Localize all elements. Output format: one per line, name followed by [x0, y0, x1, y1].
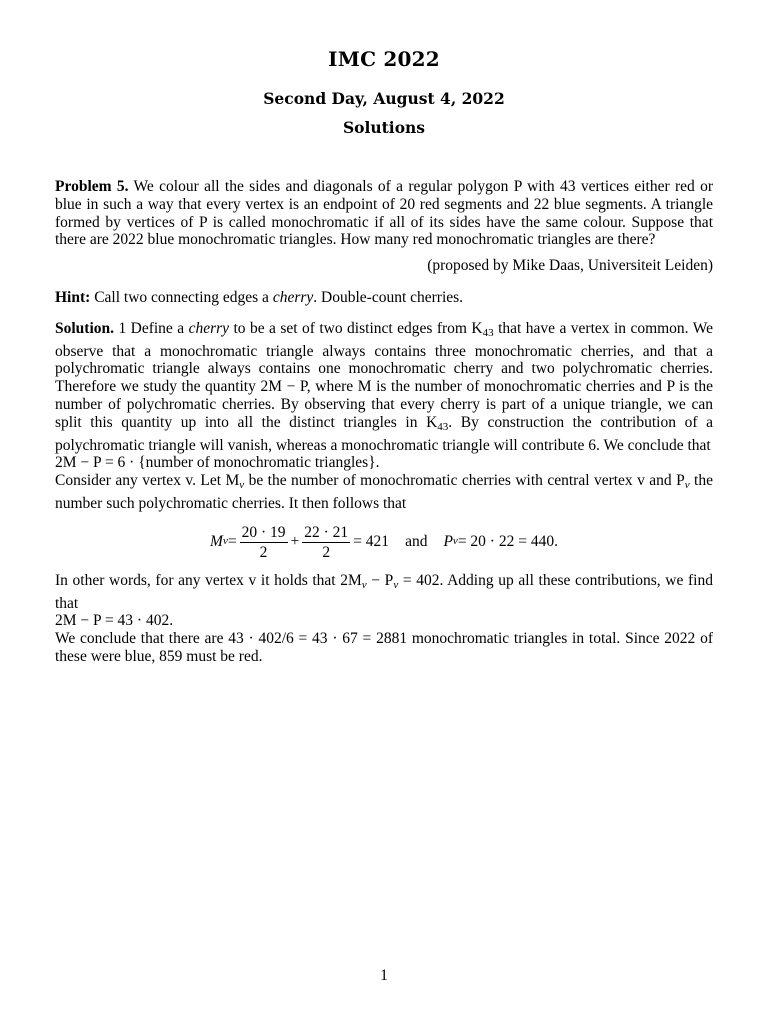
- equation-1: 2M − P = 6 · {number of monochromatic triangles}.: [55, 454, 380, 472]
- p2-text-b: be the number of monochromatic cherries with central vertex v and P: [244, 472, 685, 490]
- p3-text-c: = 402. Adding up all these contributions, we find that: [55, 571, 713, 612]
- p2-text-a: Consider any vertex v. Let M: [55, 472, 240, 490]
- p2-text-c: the number such polychromatic cherries. It then follows that: [55, 472, 713, 512]
- problem-text: We colour all the sides and diagonals of a regular polygon P with 43 vertices either red or blue in such a way that every vertex is an endpoint of 20 red segments and 22 blue segments. A triangle formed by vertices of P is called monochromatic if all of its sides have the same colour. Suppose that there are 2022 blue monochromatic triangles. How many red monochromatic triangles are there?: [55, 178, 713, 249]
- solution-text-a: 1 Define a: [114, 319, 189, 337]
- document-body: [55, 178, 713, 666]
- eq2-equals: =: [227, 533, 237, 551]
- eq2-plus: +: [290, 533, 300, 551]
- eq2-rhs-subscript: v: [452, 535, 458, 548]
- p3-text-a: In other words, for any vertex v it holds that 2M: [55, 571, 362, 589]
- fraction-1-denominator: 2: [259, 543, 268, 561]
- hint-paragraph: [55, 289, 713, 307]
- solution-text-c: that have a vertex in common. We observe that a monochromatic triangle always contains three monochromatic cherries, and that a polychromatic triangle always contains one monochromatic cherry and two polychromatic cherries. Therefore we study the quantity 2M − P, where M is the number of monochromatic cherries and P is the number of polychromatic cherries. By observing that every cherry is part of a unique triangle, we can split this quantity up into all the distinct triangles in K: [55, 319, 713, 431]
- solution-label: Solution.: [55, 319, 115, 337]
- section-heading: Solutions: [342, 118, 426, 137]
- solution-text-d: . By construction the contribution of a polychromatic triangle will vanish, whereas a monochromatic triangle will contribute 6. We conclude that: [55, 413, 713, 454]
- solution-text-b: to be a set of two distinct edges from K: [229, 319, 483, 337]
- eq2-rhs-p: P: [443, 533, 453, 551]
- p3-subscript-1: v: [361, 578, 367, 591]
- problem-statement: [55, 178, 713, 249]
- solution-paragraph-1: [55, 320, 713, 455]
- hint-term: cherry: [272, 288, 314, 306]
- p2-subscript-1: v: [239, 479, 245, 492]
- document-subtitle: Second Day, August 4, 2022: [263, 89, 505, 108]
- fraction-1: [240, 524, 288, 561]
- solution-paragraph-3: [55, 572, 713, 613]
- solution-subscript-1: 43: [482, 326, 494, 339]
- p3-subscript-2: v: [393, 578, 399, 591]
- p3-text-b: − P: [366, 571, 394, 589]
- eq2-lhs-subscript: v: [222, 535, 228, 548]
- solution-paragraph-2: [55, 472, 713, 513]
- fraction-2-numerator: 22 · 21: [304, 523, 349, 541]
- document-title: IMC 2022: [328, 47, 440, 71]
- hint-text-post: . Double-count cherries.: [313, 288, 464, 306]
- solution-subscript-2: 43: [437, 420, 449, 433]
- eq2-and: and: [405, 533, 428, 551]
- fraction-2-denominator: 2: [322, 543, 331, 561]
- equation-2: [55, 524, 713, 561]
- page-number: 1: [380, 967, 388, 984]
- problem-label: Problem 5.: [55, 178, 129, 195]
- hint-label: Hint:: [55, 288, 91, 306]
- equation-3: 2M − P = 43 · 402.: [55, 612, 174, 630]
- solution-term: cherry: [188, 319, 230, 337]
- eq2-lhs: M: [210, 533, 223, 551]
- eq2-result: = 421: [353, 533, 390, 551]
- p2-subscript-2: v: [684, 479, 690, 492]
- fraction-2: [302, 524, 350, 561]
- fraction-1-numerator: 20 · 19: [241, 523, 286, 541]
- hint-text-pre: Call two connecting edges a: [90, 288, 273, 306]
- solution-conclusion: We conclude that there are 43 · 402/6 = 43 · 67 = 2881 monochromatic triangles in total. Since 2022 of these were blue, 859 must be red.: [55, 630, 713, 665]
- problem-proposer: (proposed by Mike Daas, Universiteit Leiden): [427, 257, 713, 275]
- eq2-rhs-rest: = 20 · 22 = 440.: [457, 533, 558, 551]
